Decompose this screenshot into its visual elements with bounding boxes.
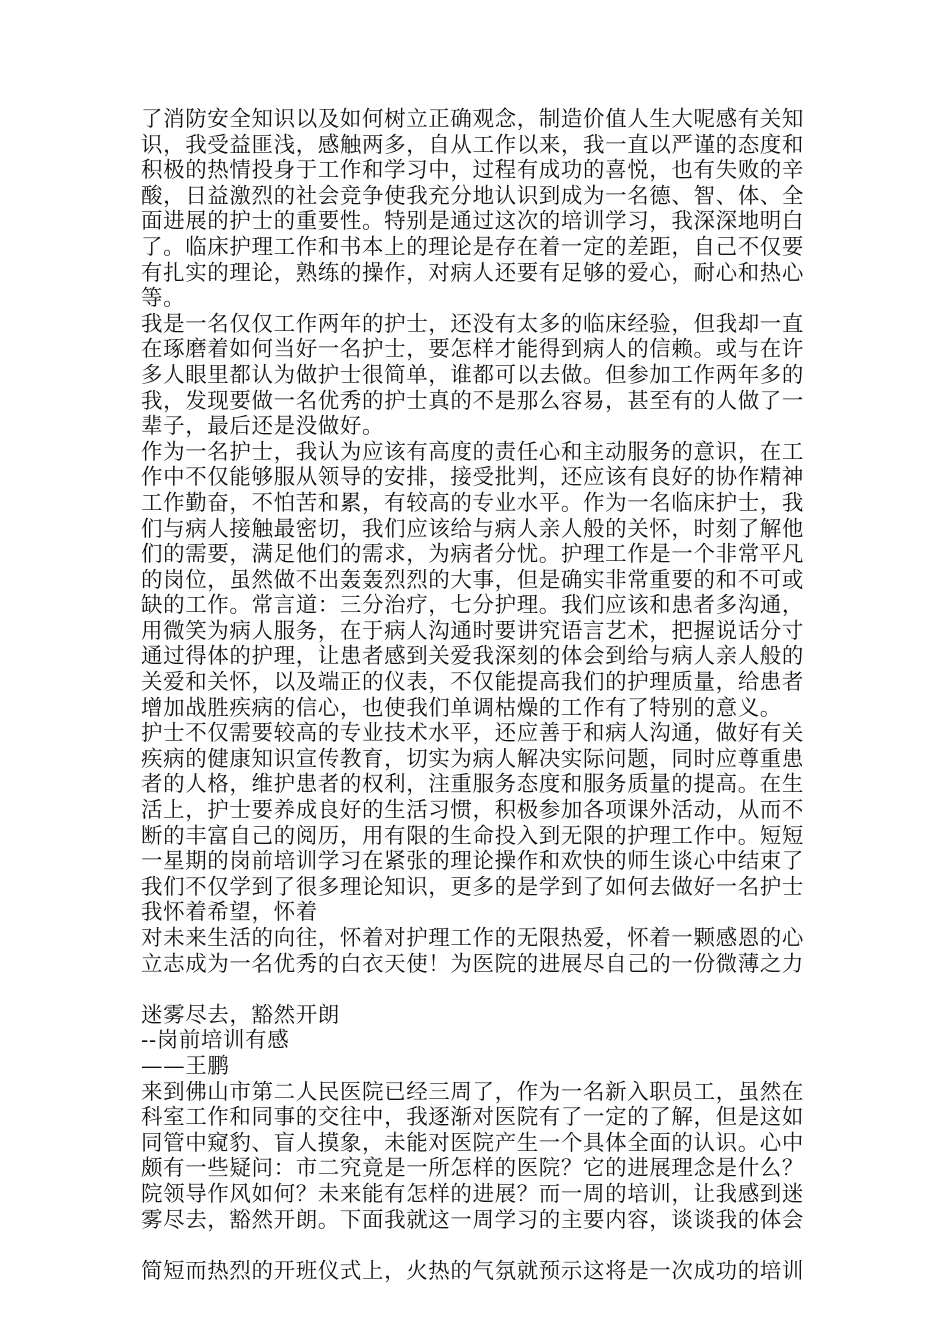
text-line: 用微笑为病人服务，在于病人沟通时要讲究语言艺术，把握说话分寸 — [141, 618, 805, 644]
text-line: 一星期的岗前培训学习在紧张的理论操作和欢快的师生谈心中结束了 — [141, 849, 805, 875]
text-line: 有扎实的理论，熟练的操作，对病人还要有足够的爱心，耐心和热心 — [141, 260, 805, 286]
text-line: 们的需要，满足他们的需求，为病者分忧。护理工作是一个非常平凡 — [141, 542, 805, 568]
text-line: 立志成为一名优秀的白衣天使！为医院的进展尽自己的一份微薄之力 — [141, 951, 805, 977]
text-line: 了消防安全知识以及如何树立正确观念，制造价值人生大呢感有关知 — [141, 107, 805, 132]
blank-line — [141, 977, 821, 1003]
document-body-text — [141, 107, 821, 1284]
text-line: 院领导作风如何？未来能有怎样的进展？而一周的培训，让我感到迷 — [141, 1181, 805, 1207]
text-line: 雾尽去，豁然开朗。下面我就这一周学习的主要内容，谈谈我的体会 — [141, 1207, 805, 1233]
text-line: 者的人格，维护患者的权利，注重服务态度和服务质量的提高。在生 — [141, 772, 805, 798]
text-line: 疾病的健康知识宣传教育，切实为病人解决实际问题，同时应尊重患 — [141, 746, 805, 772]
text-line: 我，发现要做一名优秀的护士真的不是那么容易，甚至有的人做了一 — [141, 388, 805, 414]
text-line: 缺的工作。常言道：三分治疗，七分护理。我们应该和患者多沟通， — [141, 593, 805, 619]
text-line: 对未来生活的向往，怀着对护理工作的无限热爱，怀着一颗感恩的心 — [141, 926, 805, 951]
text-line: 我是一名仅仅工作两年的护士，还没有太多的临床经验，但我却一直 — [141, 311, 805, 337]
text-line: 关爱和关怀，以及端正的仪表，不仅能提高我们的护理质量，给患者 — [141, 670, 805, 696]
text-line: 们与病人接触最密切，我们应该给与病人亲人般的关怀，时刻了解他 — [141, 516, 805, 542]
blank-line — [141, 1233, 821, 1259]
text-line: 迷雾尽去，豁然开朗 — [141, 1002, 340, 1028]
text-line: 通过得体的护理，让患者感到关爱我深刻的体会到给与病人亲人般的 — [141, 644, 805, 670]
text-line: 我怀着希望，怀着 — [141, 900, 318, 926]
text-line: 增加战胜疾病的信心，也使我们单调枯燥的工作有了特别的意义。 — [141, 695, 782, 721]
text-line: 活上，护士要养成良好的生活习惯，积极参加各项课外活动，从而不 — [141, 798, 805, 824]
text-line: 来到佛山市第二人民医院已经三周了，作为一名新入职员工，虽然在 — [141, 1079, 805, 1105]
text-line: --岗前培训有感 — [141, 1028, 290, 1054]
text-line: 工作勤奋，不怕苦和累，有较高的专业水平。作为一名临床护士，我 — [141, 490, 805, 516]
text-line: 的岗位，虽然做不出轰轰烈烈的大事，但是确实非常重要的和不可或 — [141, 567, 805, 593]
text-line: 颇有一些疑问：市二究竟是一所怎样的医院？它的进展理念是什么？ — [141, 1156, 805, 1182]
text-line: 了。临床护理工作和书本上的理论是存在着一定的差距，自己不仅要 — [141, 234, 805, 260]
text-line: 识，我受益匪浅，感触两多，自从工作以来，我一直以严谨的态度和 — [141, 132, 805, 158]
text-line: 酸，日益激烈的社会竞争使我充分地认识到成为一名德、智、体、全 — [141, 183, 805, 209]
text-line: 简短而热烈的开班仪式上，火热的气氛就预示这将是一次成功的培训 — [141, 1258, 805, 1284]
text-line: 多人眼里都认为做护士很简单，谁都可以去做。但参加工作两年多的 — [141, 362, 805, 388]
text-line: 护士不仅需要较高的专业技术水平，还应善于和病人沟通，做好有关 — [141, 721, 805, 747]
text-line: 在琢磨着如何当好一名护士，要怎样才能得到病人的信赖。或与在许 — [141, 337, 805, 363]
text-line: 同管中窥豹、盲人摸象，未能对医院产生一个具体全面的认识。心中 — [141, 1130, 805, 1156]
text-line: 断的丰富自己的阅历，用有限的生命投入到无限的护理工作中。短短 — [141, 823, 805, 849]
text-line: 科室工作和同事的交往中，我逐渐对医院有了一定的了解，但是这如 — [141, 1105, 805, 1131]
text-line: 作为一名护士，我认为应该有高度的责任心和主动服务的意识，在工 — [141, 439, 805, 465]
text-line: 面进展的护士的重要性。特别是通过这次的培训学习，我深深地明白 — [141, 209, 805, 235]
text-line: 辈子，最后还是没做好。 — [141, 414, 385, 440]
text-line: 作中不仅能够服从领导的安排，接受批判，还应该有良好的协作精神 — [141, 465, 805, 491]
text-line: ——王鹏 — [141, 1053, 230, 1079]
text-line: 等。 — [141, 286, 186, 312]
text-line: 积极的热情投身于工作和学习中，过程有成功的喜悦，也有失败的辛 — [141, 158, 805, 184]
text-line: 我们不仅学到了很多理论知识，更多的是学到了如何去做好一名护士 — [141, 874, 805, 900]
